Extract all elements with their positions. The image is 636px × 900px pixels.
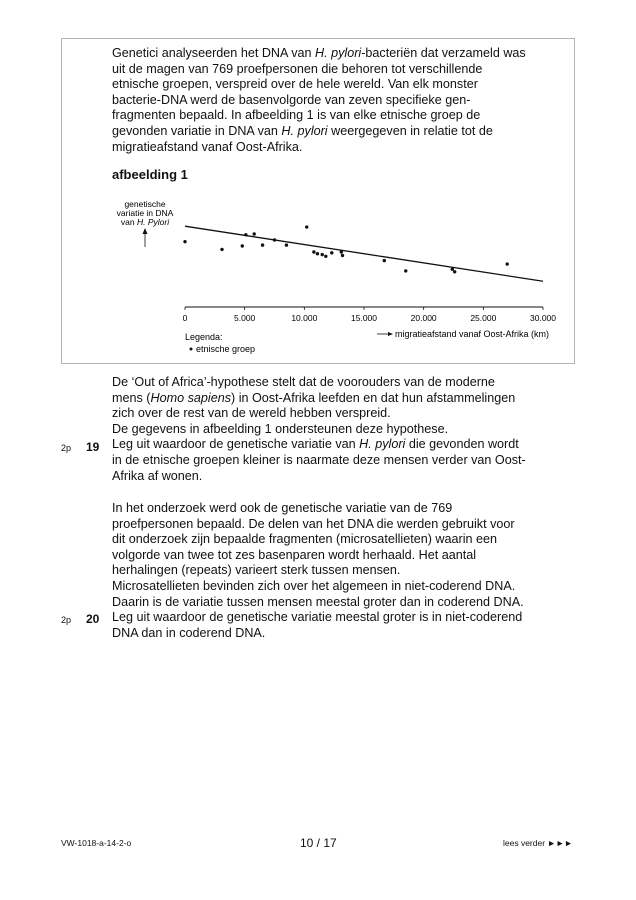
q19-number: 19 — [86, 440, 100, 454]
body2-lines-line: In het onderzoek werd ook de genetische variatie van de 769 — [112, 501, 453, 515]
body-lines-line: zich over de rest van de wereld hebben verspreid. — [112, 406, 391, 421]
x-tick-label: 5.000 — [234, 313, 256, 323]
data-point — [453, 270, 456, 273]
data-point — [261, 243, 264, 246]
body-lines-line: in de etnische groepen kleiner is naarmate deze mensen verder van Oost- — [112, 452, 526, 467]
data-point — [253, 232, 256, 235]
body2-lines-line: Daarin is de variatie tussen mensen meestal groter dan in coderend DNA. — [112, 594, 524, 609]
data-point — [324, 255, 327, 258]
data-point — [312, 250, 315, 253]
q20-points: 2p — [61, 615, 72, 625]
intro-lines-line: fragmenten bepaald. In afbeelding 1 is van elke etnische groep de — [112, 108, 481, 123]
intro-lines-line: Genetici analyseerden het DNA van H. pylori-bacteriën dat verzameld was — [112, 46, 526, 60]
body-text-1 — [112, 375, 574, 484]
x-axis-label: migratieafstand vanaf Oost-Afrika (km) — [395, 329, 550, 339]
body2-lines-line: Microsatellieten bevinden zich over het algemeen in niet-coderend DNA. — [112, 578, 516, 593]
legend-dot — [190, 348, 193, 351]
x-ticks — [183, 307, 557, 323]
body2-lines-line: Leg uit waardoor de genetische variatie meestal groter is in niet-coderend — [112, 610, 523, 625]
intro-lines-line: etnische groepen, verspreid over de hele wereld. Van elk monster — [112, 77, 478, 92]
data-point — [321, 253, 324, 256]
body-lines-line: De ‘Out of Africa’-hypothese stelt dat de voorouders van de moderne — [112, 375, 495, 389]
intro-lines-line: bacterie-DNA werd de basenvolgorde van zeven specifieke gen- — [112, 92, 471, 107]
data-point — [340, 250, 343, 253]
data-point — [451, 268, 454, 271]
footer-next: lees verder ►►► — [503, 838, 573, 848]
page-number: 10 / 17 — [300, 836, 337, 850]
body2-lines-line: herhalingen (repeats) varieert sterk tussen mensen. — [112, 563, 401, 578]
data-point — [273, 238, 276, 241]
y-axis-arrow — [143, 228, 148, 247]
legend-entry: etnische groep — [196, 344, 256, 354]
x-tick-label: 30.000 — [530, 313, 556, 323]
intro-lines-line: migratieafstand vanaf Oost-Afrika. — [112, 139, 303, 154]
scatter-chart — [100, 195, 570, 365]
intro-lines-line: gevonden variatie in DNA van H. pylori weergegeven in relatie tot de — [112, 123, 493, 138]
data-point — [241, 244, 244, 247]
body-lines-line: mens (Homo sapiens) in Oost-Afrika leefden en dat hun afstammelingen — [112, 390, 516, 405]
x-tick-label: 15.000 — [351, 313, 377, 323]
body2-lines-line: volgorde van twee tot zes basenparen wordt herhaald. Het aantal — [112, 547, 477, 562]
body-lines-line: De gegevens in afbeelding 1 ondersteunen deze hypothese. — [112, 421, 449, 436]
data-point — [506, 262, 509, 265]
q19-points: 2p — [61, 443, 72, 453]
data-point — [183, 240, 186, 243]
intro-lines-line: uit de magen van 769 proefpersonen die behoren tot verschillende — [112, 61, 483, 76]
data-point — [305, 225, 308, 228]
data-point — [404, 269, 407, 272]
figure-title: afbeelding 1 — [112, 167, 188, 182]
data-point — [316, 252, 319, 255]
x-tick-label: 25.000 — [470, 313, 497, 323]
data-point — [330, 251, 333, 254]
y-axis-label — [117, 199, 174, 227]
footer-code: VW-1018-a-14-2-o — [61, 838, 132, 848]
body-lines-line: Leg uit waardoor de genetische variatie van H. pylori die gevonden wordt — [112, 437, 519, 452]
data-point — [341, 254, 344, 257]
body2-lines-line: dit onderzoek zijn bepaalde fragmenten (microsatellieten) waarin een — [112, 532, 498, 547]
q20-number: 20 — [86, 612, 100, 626]
y-axis-label-line-3: van H. Pylori — [120, 217, 170, 227]
body2-lines-line: DNA dan in coderend DNA. — [112, 625, 266, 640]
legend-title: Legenda: — [185, 332, 223, 342]
data-point — [220, 248, 223, 251]
x-axis-arrow — [377, 332, 393, 336]
y-axis-label-line-1: genetische — [124, 199, 166, 209]
data-point — [285, 243, 288, 246]
x-tick-label: 20.000 — [410, 313, 437, 323]
trend-line — [185, 226, 543, 281]
x-tick-label: 0 — [182, 313, 188, 323]
data-point — [383, 259, 386, 262]
data-point — [244, 233, 247, 236]
body-lines-line: Afrika af wonen. — [112, 468, 203, 483]
body2-lines-line: proefpersonen bepaald. De delen van het DNA die werden gebruikt voor — [112, 516, 515, 531]
intro-text — [112, 46, 574, 155]
body-text-2 — [112, 501, 574, 641]
y-axis-label-line-2: variatie in DNA — [116, 208, 174, 218]
data-points — [183, 225, 509, 273]
x-tick-label: 10.000 — [291, 313, 318, 323]
